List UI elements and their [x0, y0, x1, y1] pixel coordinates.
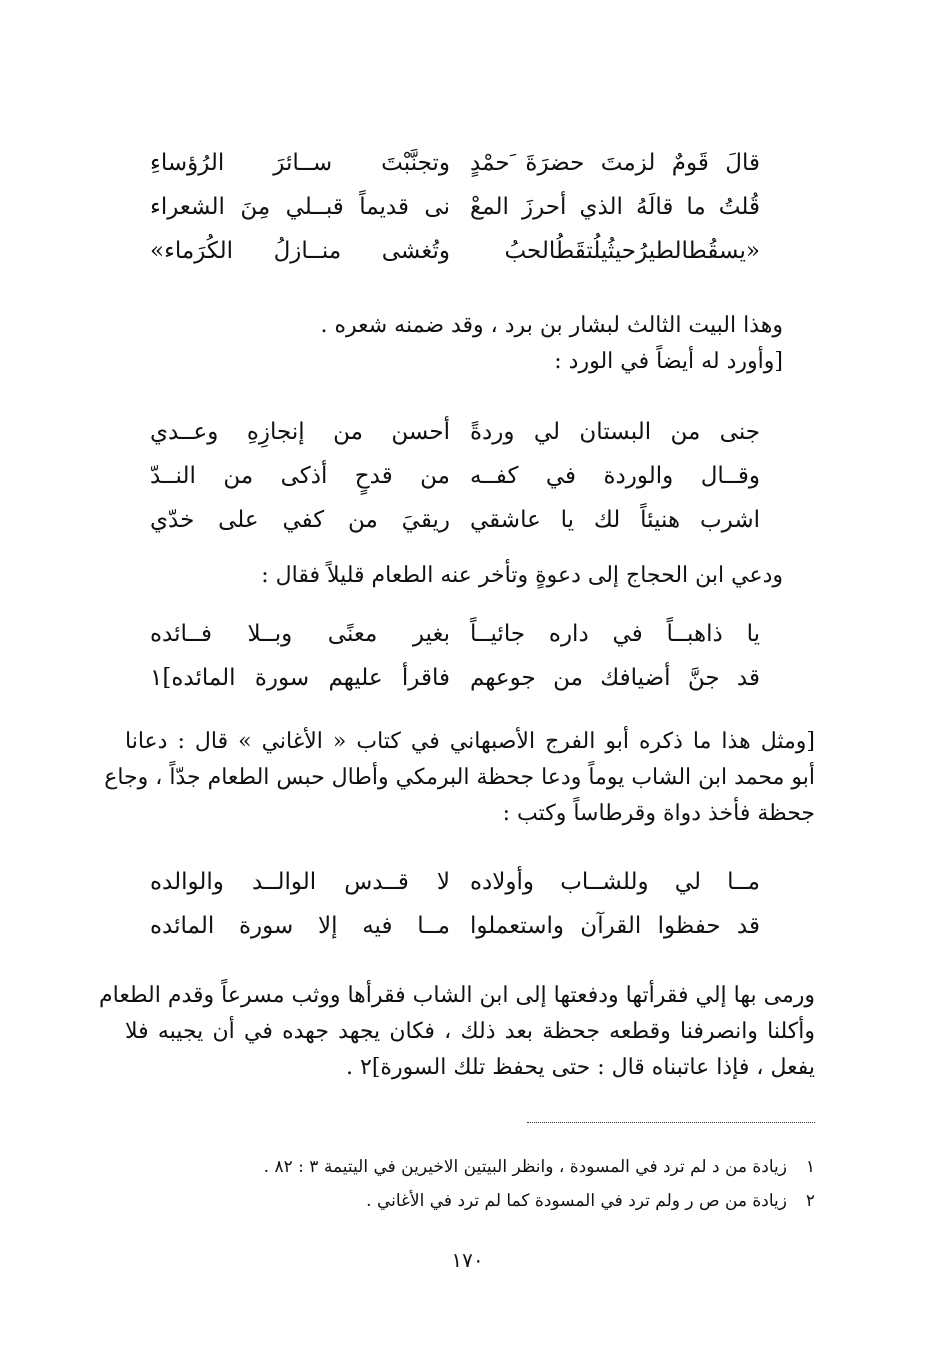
verse-line	[150, 656, 760, 700]
verse-hemistich-first: قالَ قَومٌ لزمتَ حضرَةَ َحمْدٍ	[470, 150, 760, 176]
verse-line	[150, 454, 760, 498]
paragraph-1	[143, 308, 783, 380]
poem-block-2	[150, 410, 760, 542]
verse-hemistich-first: وقــال والوردة في كفــه	[470, 463, 760, 489]
verse-hemistich-first: قد جنَّ أضيافك من جوعهم	[470, 665, 760, 691]
verse-hemistich-first: يا ذاهبــاً في داره جائيــاً	[470, 621, 760, 647]
verse-hemistich-second: أحسن من إنجازِهِ وعــدي	[150, 419, 450, 445]
verse-hemistich-second: بغير معنًى وبــلا فــائده	[150, 621, 450, 647]
verse-hemistich-first: قد حفظوا القرآن واستعملوا	[470, 913, 760, 939]
verse-hemistich-second: نى قديماً قبــلي مِنَ الشعراء	[150, 194, 450, 220]
verse-line	[150, 498, 760, 542]
verse-line	[150, 229, 760, 273]
poem-block-1	[150, 141, 760, 273]
paragraph-3	[104, 724, 815, 832]
verse-hemistich-first: مــا لي وللشــاب وأولاده	[470, 869, 760, 895]
verse-line	[150, 185, 760, 229]
verse-hemistich-first: جنى من البستان لي وردةً	[470, 419, 760, 445]
verse-hemistich-second: لا قــدس الوالــد والوالده	[150, 869, 450, 895]
page-number: ١٧٠	[451, 1248, 484, 1272]
verse-line	[150, 904, 760, 948]
verse-line	[150, 410, 760, 454]
paragraph-line: جحظة فأخذ دواة وقرطاساً وكتب :	[502, 801, 815, 826]
paragraph-line: وهذا البيت الثالث لبشار بن برد ، وقد ضمنه شعره .	[320, 313, 783, 338]
verse-hemistich-second: مــا فيه إلا سورة المائده	[150, 913, 450, 939]
paragraph-line: ورمى بها إلي فقرأتها ودفعتها إلى ابن الشاب فقرأها ووثب مسرعاً وقدم الطعام	[99, 983, 815, 1008]
paragraph-line: أبو محمد ابن الشاب يوماً ودعا جحظة البرمكي وأطال حبس الطعام جدّاً ، وجاع	[104, 765, 815, 790]
verse-hemistich-second: وتُغشى منــازلُ الكُرَماء»	[150, 238, 450, 264]
paragraph-line: [ومثل هذا ما ذكره أبو الفرج الأصبهاني في كتاب « الأغاني » قال : دعانا	[125, 729, 815, 754]
paragraph-line: يفعل ، فإذا عاتبناه قال : حتى يحفظ تلك السورة]٢ .	[346, 1055, 815, 1080]
footnote-divider	[527, 1122, 815, 1123]
footnote-item	[115, 1184, 815, 1218]
verse-hemistich-second: فاقرأ عليهم سورة المائده]١	[150, 665, 450, 691]
verse-line	[150, 141, 760, 185]
poem-block-4	[150, 860, 760, 948]
poem-block-3	[150, 612, 760, 700]
verse-hemistich-first: قُلتُ ما قالَهُ الذي أحرزَ المعْ	[470, 194, 760, 220]
footnote-text: زيادة من د لم ترد في المسودة ، وانظر البيتين الاخيرين في اليتيمة ٣ : ٨٢ .	[263, 1157, 787, 1177]
verse-line	[150, 612, 760, 656]
footnotes	[115, 1150, 815, 1218]
verse-hemistich-second: من قدحٍ أذكى من النــدّ	[150, 463, 450, 489]
paragraph-line: [وأورد له أيضاً في الورد :	[554, 349, 783, 374]
footnote-item	[115, 1150, 815, 1184]
footnote-text: زيادة من ص ر ولم ترد في المسودة كما لم ترد في الأغاني .	[366, 1191, 787, 1211]
paragraph-4	[99, 978, 815, 1086]
verse-line	[150, 860, 760, 904]
footnote-number: ١	[805, 1157, 815, 1177]
verse-hemistich-second: ريقيَ من كفي على خدّي	[150, 507, 450, 533]
verse-hemistich-first: اشرب هنيئاً لك يا عاشقي	[470, 507, 760, 533]
footnote-number: ٢	[805, 1191, 815, 1211]
paragraph-line: ودعي ابن الحجاج إلى دعوةٍ وتأخر عنه الطعام قليلاً فقال :	[261, 563, 783, 588]
paragraph-2	[143, 558, 783, 594]
verse-hemistich-first: «يسقُطالطيرُحيثُيلُتقَطُالحبُ	[504, 238, 760, 264]
verse-hemistich-second: وتجنَّبْتَ ســائرَ الرُؤساءِ	[150, 150, 450, 176]
paragraph-line: وأكلنا وانصرفنا وقطعه جحظة بعد ذلك ، فكان يجهد جهده في أن يجيبه فلا	[125, 1019, 815, 1044]
